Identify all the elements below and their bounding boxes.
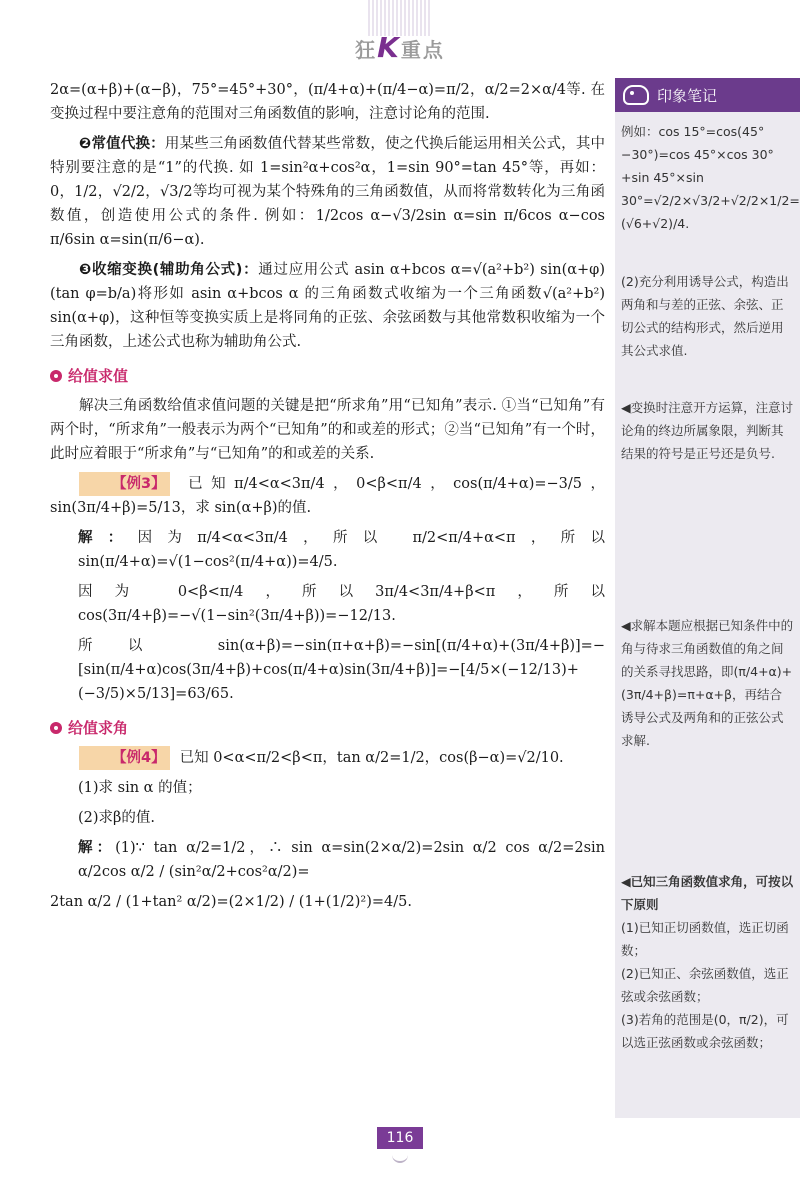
solution-3-line-3: 所以 sin(α+β)=−sin(π+α+β)=−sin[(π/4+α)+(3π/4+β)]=−[sin(π/4+α)cos(3π/4+β)+cos(π/4+α)sin(3π/4+β)]=−[4/5×(−12/13)+(−3/5)×5/13]=63/65. — [78, 638, 605, 702]
header-title-k: K — [377, 31, 401, 64]
footer-decoration — [392, 1151, 408, 1163]
auxiliary-angle-text: 通过应用公式 asin α+bcos α=√(a²+b²) sin(α+φ)(tan φ=b/a)将形如 asin α+bcos α 的三角函数式收缩为一个三角函数√(a²+b²) sin(α+φ)，这种恒等变换实质上是将同角的正弦、余弦函数与其他常数积收缩为一个三角函数，上述公式也称为辅助角公式. — [50, 262, 605, 350]
solution-4-line-2: 2tan α/2 / (1+tan² α/2)=(2×1/2) / (1+(1/2)²)=4/5. — [50, 894, 412, 910]
paragraph-intro: 2α=(α+β)+(α−β)，75°=45°+30°，(π/4+α)+(π/4−α)=π/2，α/2=2×α/4等. 在变换过程中要注意角的范围对三角函数值的影响，注意讨论角的范围. — [50, 82, 605, 122]
subheading-value-to-value-text: 给值求值 — [68, 367, 129, 385]
main-content — [50, 78, 605, 920]
subheading-value-to-angle — [50, 716, 605, 740]
solution-label: 解： — [78, 529, 138, 546]
solution-3 — [50, 526, 605, 706]
note-value-to-angle-rule-2: (2)已知正、余弦函数值，选正弦或余弦函数； — [621, 966, 789, 1004]
auxiliary-angle-heading: ❸收缩变换(辅助角公式)： — [79, 262, 259, 278]
bullet-icon — [50, 370, 62, 382]
note-value-to-angle-title: ◀已知三角函数值求角，可按以下原则 — [621, 874, 794, 912]
note-value-to-angle-rule-3: (3)若角的范围是(0，π/2)，可以选正弦函数或余弦函数； — [621, 1012, 789, 1050]
header-title-post: 重点 — [400, 38, 445, 62]
solution-3-line-2: 因为 0<β<π/4，所以3π/4<3π/4+β<π，所以 cos(3π/4+β)=−√(1−sin²(3π/4+β))=−12/13. — [78, 584, 605, 624]
example-4 — [50, 746, 605, 770]
example-4-text: 已知 0<α<π/2<β<π，tan α/2=1/2，cos(β−α)=√2/10. — [179, 750, 564, 766]
subheading-value-to-angle-text: 给值求角 — [68, 719, 129, 737]
note-induction-formula: (2)充分利用诱导公式，构造出两角和与差的正弦、余弦、正切公式的结构形式，然后逆用其公式求值. — [621, 274, 789, 358]
elephant-icon — [623, 85, 649, 105]
example-4-questions — [50, 776, 605, 830]
page-number: 116 — [377, 1127, 423, 1149]
solution-3-line-1 — [78, 526, 605, 574]
header-title — [355, 31, 445, 64]
note-value-to-angle — [621, 870, 794, 1054]
page-header — [0, 0, 800, 70]
solution-3-line-1-text: 因为π/4<α<3π/4，所以 π/2<π/4+α<π，所以 sin(π/4+α)=√(1−cos²(π/4+α))=4/5. — [78, 530, 605, 570]
notes-sidebar — [615, 78, 800, 1118]
example-4-question-1: (1)求 sin α 的值； — [78, 780, 202, 796]
solution-4 — [50, 836, 605, 884]
subheading-value-to-value — [50, 364, 605, 388]
bullet-icon — [50, 722, 62, 734]
header-title-pre: 狂 — [355, 38, 378, 62]
solution-4-line-1-text: (1)∵ tan α/2=1/2，∴ sin α=sin(2×α/2)=2sin α/2 cos α/2=2sin α/2cos α/2 / (sin²α/2+cos²α/2)= — [78, 840, 606, 880]
example-4-question-2: (2)求β的值. — [78, 810, 156, 826]
constant-substitution-heading: ❷常值代换： — [79, 136, 165, 152]
paragraph-value-to-value: 解决三角函数给值求值问题的关键是把“所求角”用“已知角”表示. ①当“已知角”有两个时，“所求角”一般表示为两个“已知角”的和或差的形式；②当“已知角”有一个时，此时应着眼于“所求角”与“已知角”的和或差的关系. — [50, 398, 605, 462]
constant-substitution-text: 用某些三角函数值代替某些常数，使之代换后能运用相关公式，其中特别要注意的是“1”的代换. 如 1=sin²α+cos²α，1=sin 90°=tan 45°等，再如：0，1/2，√2/2，√3/2等均可视为某个特殊角的三角函数值，从而将常数转化为三角函数值，创造使用公式的条件. 例如：1/2cos α−√3/2sin α=sin π/6cos α−cos π/6sin α=sin(π/6−α). — [50, 136, 605, 248]
notes-sidebar-header — [615, 78, 800, 112]
paragraph-auxiliary-angle — [50, 258, 605, 354]
notes-sidebar-title: 印象笔记 — [657, 86, 718, 105]
solution-4-line-1 — [78, 836, 605, 884]
example-3-text: 已知π/4<α<3π/4，0<β<π/4，cos(π/4+α)=−3/5，sin(3π/4+β)=5/13，求 sin(α+β)的值. — [50, 476, 605, 516]
note-value-to-angle-rule-1: (1)已知正切函数值，选正切函数； — [621, 920, 789, 958]
example-3-tag: 【例3】 — [79, 472, 170, 496]
example-3 — [50, 472, 605, 520]
example-4-tag: 【例4】 — [79, 746, 170, 770]
paragraph-constant-substitution — [50, 132, 605, 252]
note-example-cos15: 例如：cos 15°=cos(45°−30°)=cos 45°×cos 30°+sin 45°×sin 30°=√2/2×√3/2+√2/2×1/2=(√6+√2)/4. — [621, 124, 800, 231]
solution-label: 解： — [78, 839, 116, 856]
note-example-3-hint: ◀求解本题应根据已知条件中的角与待求三角函数值的角之间的关系寻找思路，即(π/4+α)+(3π/4+β)=π+α+β，再结合诱导公式及两角和的正弦公式求解. — [621, 618, 794, 748]
note-sign-check: ◀变换时注意开方运算，注意讨论角的终边所属象限，判断其结果的符号是正号还是负号. — [621, 400, 794, 461]
